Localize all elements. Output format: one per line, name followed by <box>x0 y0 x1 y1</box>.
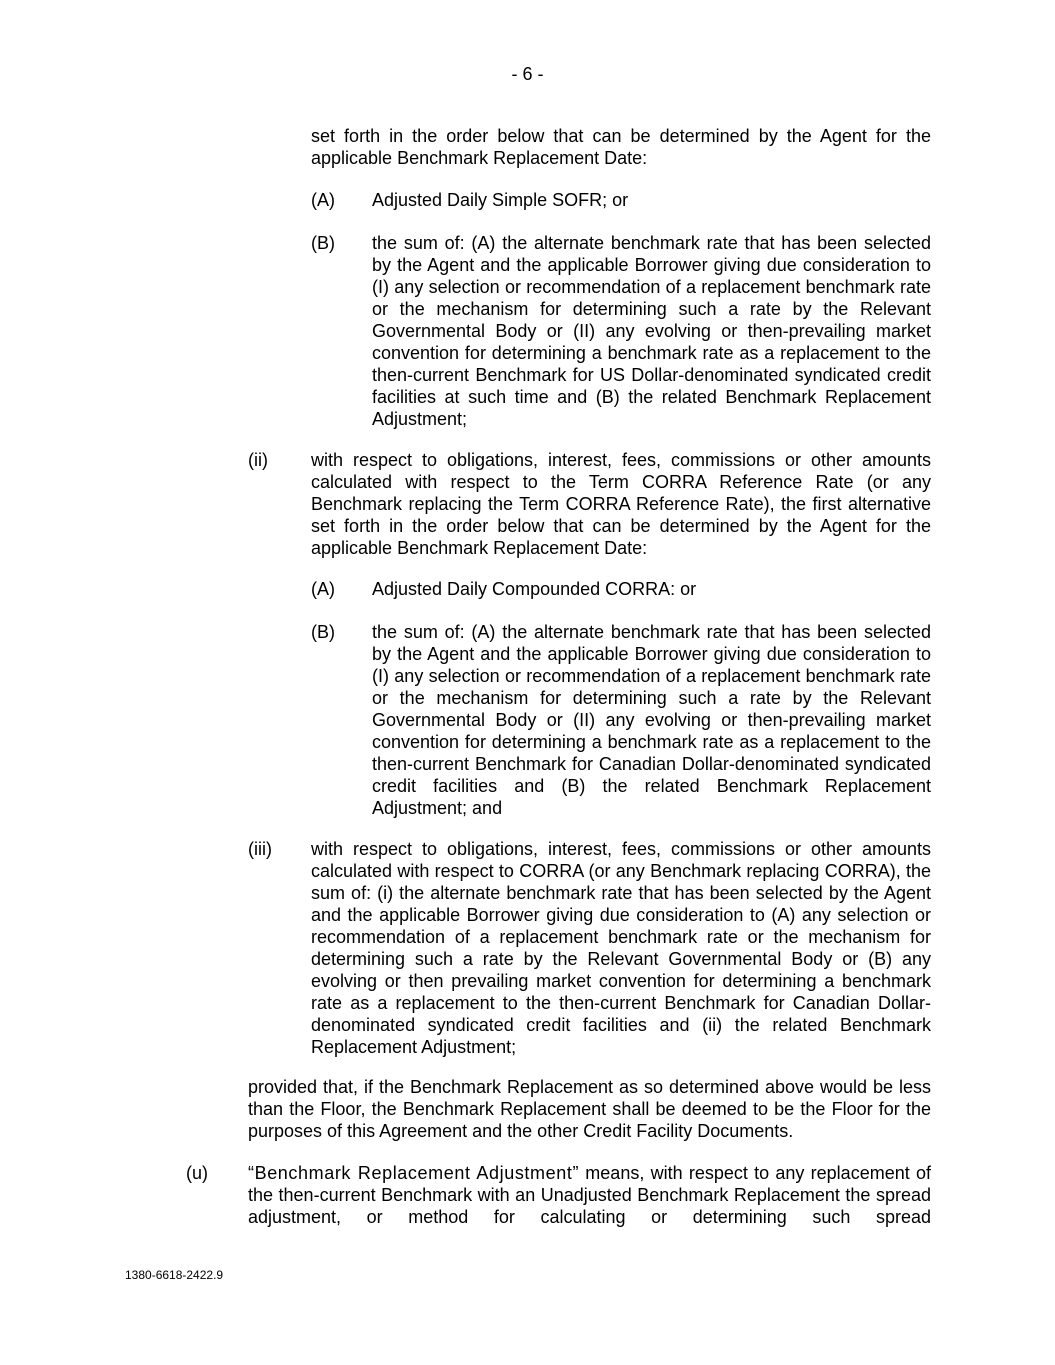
document-id: 1380-6618-2422.9 <box>125 1268 224 1282</box>
item-marker-a: (A) <box>311 579 335 599</box>
item-text-a: Adjusted Daily Compounded CORRA: or <box>372 579 697 599</box>
definition-text: means, with respect to any replacement of the then-current Benchmark with an Unadjusted Benchmark Replacement the spread adjustment, or method for calculating or determining such spread <box>248 1163 931 1227</box>
item-text-b: the sum of: (A) the alternate benchmark rate that has been selected by the Agent and the applicable Borrower giving due consideration to (I) any selection or recommendation of a replacement benchmark rate or the mechanism for determining such a rate by the Relevant Governmental Body or (II) any evolving or then-prevailing market convention for determining a benchmark rate as a replacement to the then-current Benchmark for Canadian Dollar-denominated syndicated credit facilities and (B) the related Benchmark Replacement Adjustment; and <box>372 622 931 818</box>
clause-marker-ii: (ii) <box>248 450 268 470</box>
clause-text-iii: with respect to obligations, interest, fees, commissions or other amounts calculated with respect to CORRA (or any Benchmark replacing CORRA), the sum of: (i) the alternate benchmark rate that has been selected by the Agent and the applicable Borrower giving due consideration to (A) any selection or recommendation of a replacement benchmark rate or the mechanism for determining such a rate by the Relevant Governmental Body or (B) any evolving or then prevailing market convention for determining a benchmark rate as a replacement to the then-current Benchmark for Canadian Dollar-denominated syndicated credit facilities and (ii) the related Benchmark Replacement Adjustment; <box>311 839 931 1057</box>
definition-marker-u: (u) <box>186 1163 208 1183</box>
item-text-b: the sum of: (A) the alternate benchmark rate that has been selected by the Agent and the applicable Borrower giving due consideration to (I) any selection or recommendation of a replacement benchmark rate or the mechanism for determining such a rate by the Relevant Governmental Body or (II) any evolving or then-prevailing market convention for determining a benchmark rate as a replacement to the then-current Benchmark for US Dollar-denominated syndicated credit facilities at such time and (B) the related Benchmark Replacement Adjustment; <box>372 233 931 429</box>
item-text-a: Adjusted Daily Simple SOFR; or <box>372 190 629 210</box>
item-marker-b: (B) <box>311 233 335 253</box>
item-marker-a: (A) <box>311 190 335 210</box>
clause-text-ii: with respect to obligations, interest, fees, commissions or other amounts calculated with respect to the Term CORRA Reference Rate (or any Benchmark replacing the Term CORRA Reference Rate), the first alternative set forth in the order below that can be determined by the Agent for the applicable Benchmark Replacement Date: <box>311 450 931 558</box>
intro-paragraph: set forth in the order below that can be determined by the Agent for the applicable Benchmark Replacement Date: <box>311 126 931 168</box>
item-marker-b: (B) <box>311 622 335 642</box>
proviso-paragraph: provided that, if the Benchmark Replacement as so determined above would be less than the Floor, the Benchmark Replacement shall be deemed to be the Floor for the purposes of this Agreement and the other Credit Facility Documents. <box>248 1077 931 1141</box>
defined-term: “Benchmark Replacement Adjustment” <box>248 1163 580 1183</box>
definition-paragraph-u <box>248 1162 931 1228</box>
page-number: - 6 - <box>511 64 544 84</box>
clause-marker-iii: (iii) <box>248 839 272 859</box>
